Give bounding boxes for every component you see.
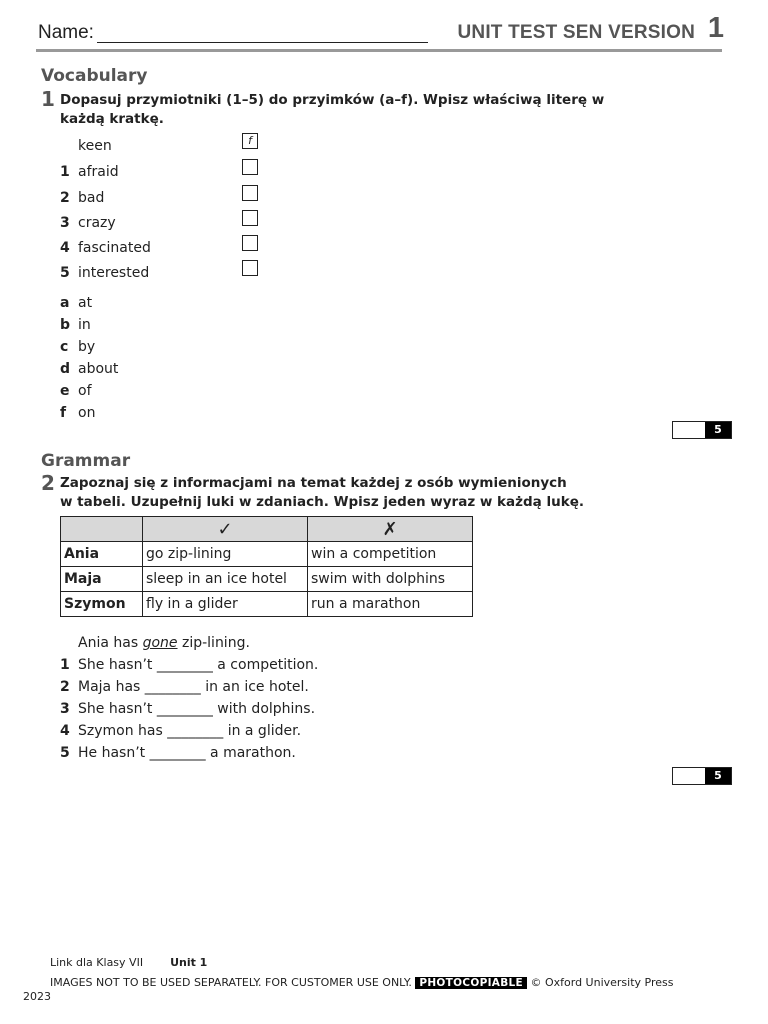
exercise-2-number: 2 — [41, 471, 55, 495]
score-box[interactable] — [672, 421, 732, 439]
answer-box[interactable] — [242, 260, 258, 276]
header-divider — [36, 49, 722, 52]
preposition-row — [60, 317, 260, 333]
instruction-line: Dopasuj przymiotniki (1–5) do przyimków (a–f). Wpisz właściwą literę w — [60, 92, 605, 108]
name-label: Name: — [38, 22, 94, 43]
adjective-row — [60, 164, 260, 180]
preposition-word: by — [78, 339, 96, 355]
example-sentence-text — [78, 635, 250, 651]
table-row — [61, 567, 473, 592]
sentence-text: Szymon has ________ in a glider. — [78, 723, 302, 739]
exercise-2-instruction — [60, 474, 584, 512]
exercise-1-number: 1 — [41, 87, 55, 111]
table-row — [61, 542, 473, 567]
preposition-row — [60, 361, 260, 377]
option-letter: f — [60, 405, 67, 421]
person-name: Ania — [61, 542, 143, 567]
copyright-text: © Oxford University Press — [530, 976, 674, 989]
notice-text: IMAGES NOT TO BE USED SEPARATELY. FOR CUSTOMER USE ONLY. — [50, 976, 412, 989]
example-after: zip-lining. — [177, 635, 250, 651]
footer-unit: Unit 1 — [170, 956, 208, 969]
sentence-row[interactable] — [60, 701, 460, 717]
cross-icon: ✗ — [308, 517, 473, 542]
item-number: 1 — [60, 164, 70, 180]
copyright-year: 2023 — [23, 990, 51, 1003]
sentence-row[interactable] — [60, 657, 460, 673]
table-header-empty — [61, 517, 143, 542]
done-activity: go zip-lining — [143, 542, 308, 567]
example-sentence — [60, 635, 460, 651]
sentence-row[interactable] — [60, 745, 460, 761]
vocabulary-section-title: Vocabulary — [41, 66, 148, 86]
not-done-activity: win a competition — [308, 542, 473, 567]
example-before: Ania has — [78, 635, 143, 651]
sentence-text: She hasn’t ________ a competition. — [78, 657, 319, 673]
adjective-row — [60, 240, 260, 256]
answer-box[interactable] — [242, 210, 258, 226]
preposition-row — [60, 295, 260, 311]
adjective-word: afraid — [78, 164, 119, 180]
answer-box[interactable] — [242, 185, 258, 201]
preposition-row — [60, 383, 260, 399]
option-letter: b — [60, 317, 71, 333]
option-letter: c — [60, 339, 69, 355]
adjective-row — [60, 265, 260, 281]
done-activity: fly in a glider — [143, 592, 308, 617]
exercise-1-instruction — [60, 91, 604, 129]
example-adjective: keen — [78, 138, 112, 154]
item-number: 3 — [60, 215, 70, 231]
preposition-word: about — [78, 361, 119, 377]
preposition-word: on — [78, 405, 96, 421]
score-box[interactable] — [672, 767, 732, 785]
adjective-word: interested — [78, 265, 150, 281]
preposition-row — [60, 339, 260, 355]
instruction-line: każdą kratkę. — [60, 111, 164, 127]
footer-notice — [50, 976, 740, 989]
sentence-row[interactable] — [60, 723, 460, 739]
preposition-row-used — [60, 405, 110, 421]
example-adjective-row — [60, 138, 260, 154]
name-line[interactable] — [97, 42, 428, 43]
not-done-activity: swim with dolphins — [308, 567, 473, 592]
preposition-word: in — [78, 317, 91, 333]
adjective-word: bad — [78, 190, 105, 206]
option-letter: d — [60, 361, 71, 377]
adjective-row — [60, 190, 260, 206]
preposition-word: of — [78, 383, 92, 399]
sentence-row[interactable] — [60, 679, 460, 695]
done-activity: sleep in an ice hotel — [143, 567, 308, 592]
item-number: 1 — [60, 657, 70, 673]
item-number: 4 — [60, 240, 70, 256]
sentence-text: He hasn’t ________ a marathon. — [78, 745, 296, 761]
person-name: Szymon — [61, 592, 143, 617]
item-number: 2 — [60, 190, 70, 206]
option-letter: a — [60, 295, 70, 311]
sentence-text: Maja has ________ in an ice hotel. — [78, 679, 309, 695]
score-max: 5 — [705, 422, 731, 438]
info-table — [60, 516, 473, 617]
check-icon: ✓ — [143, 517, 308, 542]
example-answer: gone — [142, 635, 178, 651]
score-max: 5 — [705, 768, 731, 784]
person-name: Maja — [61, 567, 143, 592]
adjective-word: crazy — [78, 215, 116, 231]
table-row — [61, 592, 473, 617]
not-done-activity: run a marathon — [308, 592, 473, 617]
adjective-word: fascinated — [78, 240, 151, 256]
sentence-text: She hasn’t ________ with dolphins. — [78, 701, 316, 717]
instruction-line: w tabeli. Uzupełnij luki w zdaniach. Wpisz jeden wyraz w każdą lukę. — [60, 494, 584, 510]
instruction-line: Zapoznaj się z informacjami na temat każdej z osób wymienionych — [60, 475, 567, 491]
example-answer-box: f — [242, 133, 258, 149]
course-title: Link dla Klasy VII — [50, 956, 144, 969]
answer-box[interactable] — [242, 235, 258, 251]
item-number: 3 — [60, 701, 70, 717]
item-number: 5 — [60, 265, 70, 281]
unit-number: 1 — [707, 12, 724, 44]
footer-course — [50, 956, 207, 969]
item-number: 5 — [60, 745, 70, 761]
photocopiable-badge: PHOTOCOPIABLE — [415, 977, 527, 989]
preposition-word: at — [78, 295, 93, 311]
test-title: UNIT TEST SEN VERSION — [457, 22, 695, 43]
item-number: 2 — [60, 679, 70, 695]
table-header-row — [61, 517, 473, 542]
grammar-section-title: Grammar — [41, 451, 131, 471]
answer-box[interactable] — [242, 159, 258, 175]
item-number: 4 — [60, 723, 70, 739]
adjective-row — [60, 215, 260, 231]
option-letter: e — [60, 383, 70, 399]
